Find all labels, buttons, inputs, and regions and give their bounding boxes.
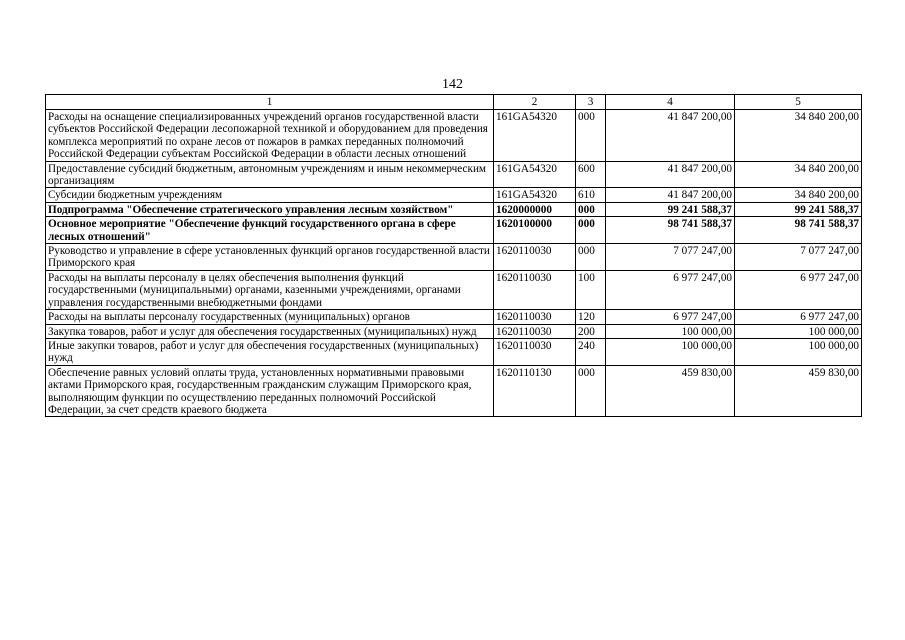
row-expense-type: 600 bbox=[576, 161, 606, 188]
row-amount-year1: 100 000,00 bbox=[606, 338, 735, 365]
row-expense-type: 120 bbox=[576, 310, 606, 324]
row-description: Подпрограмма "Обеспечение стратегического управления лесным хозяйством" bbox=[46, 202, 494, 216]
row-amount-year2: 100 000,00 bbox=[735, 324, 862, 338]
row-target-code: 161GA54320 bbox=[494, 188, 576, 202]
row-description: Расходы на выплаты персоналу в целях обеспечения выполнения функций государственными (муниципальными) органами, казенными учреждениями, органами управления государственными внебюджетными фондами bbox=[46, 270, 494, 309]
table-row bbox=[46, 188, 862, 202]
table-row bbox=[46, 270, 862, 309]
row-amount-year2: 459 830,00 bbox=[735, 365, 862, 417]
column-header: 4 bbox=[606, 95, 735, 110]
row-amount-year2: 99 241 588,37 bbox=[735, 202, 862, 216]
column-header: 1 bbox=[46, 95, 494, 110]
row-description: Предоставление субсидий бюджетным, автономным учреждениям и иным некоммерческим организациям bbox=[46, 161, 494, 188]
row-target-code: 1620110030 bbox=[494, 270, 576, 309]
row-expense-type: 000 bbox=[576, 217, 606, 244]
row-amount-year2: 100 000,00 bbox=[735, 338, 862, 365]
column-header: 3 bbox=[576, 95, 606, 110]
column-header: 2 bbox=[494, 95, 576, 110]
row-amount-year1: 41 847 200,00 bbox=[606, 110, 735, 162]
table-row bbox=[46, 110, 862, 162]
row-target-code: 1620110030 bbox=[494, 244, 576, 271]
row-amount-year1: 98 741 588,37 bbox=[606, 217, 735, 244]
table-row-subprogram bbox=[46, 202, 862, 216]
row-description: Расходы на выплаты персоналу государственных (муниципальных) органов bbox=[46, 310, 494, 324]
row-amount-year1: 6 977 247,00 bbox=[606, 310, 735, 324]
row-amount-year1: 459 830,00 bbox=[606, 365, 735, 417]
row-target-code: 161GA54320 bbox=[494, 110, 576, 162]
table-header-row bbox=[46, 95, 862, 110]
row-target-code: 1620110030 bbox=[494, 310, 576, 324]
row-target-code: 1620000000 bbox=[494, 202, 576, 216]
row-target-code: 1620110030 bbox=[494, 338, 576, 365]
row-expense-type: 100 bbox=[576, 270, 606, 309]
table-row bbox=[46, 365, 862, 417]
page-number: 142 bbox=[442, 77, 463, 92]
row-description: Закупка товаров, работ и услуг для обеспечения государственных (муниципальных) нужд bbox=[46, 324, 494, 338]
table-row-main-activity bbox=[46, 217, 862, 244]
row-expense-type: 200 bbox=[576, 324, 606, 338]
budget-table bbox=[45, 94, 862, 417]
table-row bbox=[46, 338, 862, 365]
row-amount-year1: 41 847 200,00 bbox=[606, 188, 735, 202]
table-row bbox=[46, 310, 862, 324]
row-expense-type: 000 bbox=[576, 365, 606, 417]
row-target-code: 1620110030 bbox=[494, 324, 576, 338]
row-amount-year1: 41 847 200,00 bbox=[606, 161, 735, 188]
row-expense-type: 240 bbox=[576, 338, 606, 365]
row-description: Иные закупки товаров, работ и услуг для обеспечения государственных (муниципальных) нужд bbox=[46, 338, 494, 365]
row-amount-year2: 7 077 247,00 bbox=[735, 244, 862, 271]
row-expense-type: 610 bbox=[576, 188, 606, 202]
row-amount-year2: 6 977 247,00 bbox=[735, 270, 862, 309]
row-description: Расходы на оснащение специализированных учреждений органов государственной власти субъектов Российской Федерации лесопожарной техникой и оборудованием для проведения комплекса мероприятий по охране лесов от пожаров в рамках переданных полномочий Российской Федерации субъектам Российской Федерации в области лесных отношений bbox=[46, 110, 494, 162]
row-expense-type: 000 bbox=[576, 110, 606, 162]
row-amount-year2: 98 741 588,37 bbox=[735, 217, 862, 244]
row-target-code: 161GA54320 bbox=[494, 161, 576, 188]
row-description: Руководство и управление в сфере установленных функций органов государственной власти Приморского края bbox=[46, 244, 494, 271]
row-amount-year2: 34 840 200,00 bbox=[735, 188, 862, 202]
table-row bbox=[46, 244, 862, 271]
row-description: Основное мероприятие "Обеспечение функций государственного органа в сфере лесных отношений" bbox=[46, 217, 494, 244]
row-amount-year2: 6 977 247,00 bbox=[735, 310, 862, 324]
row-amount-year2: 34 840 200,00 bbox=[735, 161, 862, 188]
table-row bbox=[46, 324, 862, 338]
row-expense-type: 000 bbox=[576, 202, 606, 216]
row-description: Субсидии бюджетным учреждениям bbox=[46, 188, 494, 202]
row-expense-type: 000 bbox=[576, 244, 606, 271]
row-amount-year1: 99 241 588,37 bbox=[606, 202, 735, 216]
row-amount-year1: 6 977 247,00 bbox=[606, 270, 735, 309]
row-amount-year1: 100 000,00 bbox=[606, 324, 735, 338]
row-description: Обеспечение равных условий оплаты труда, установленных нормативными правовыми актами Приморского края, государственным гражданским служащим Приморского края, выполняющим функции по осуществлению переданных полномочий Российской Федерации, за счет средств краевого бюджета bbox=[46, 365, 494, 417]
table-row bbox=[46, 161, 862, 188]
row-amount-year1: 7 077 247,00 bbox=[606, 244, 735, 271]
row-target-code: 1620110130 bbox=[494, 365, 576, 417]
row-target-code: 1620100000 bbox=[494, 217, 576, 244]
row-amount-year2: 34 840 200,00 bbox=[735, 110, 862, 162]
column-header: 5 bbox=[735, 95, 862, 110]
